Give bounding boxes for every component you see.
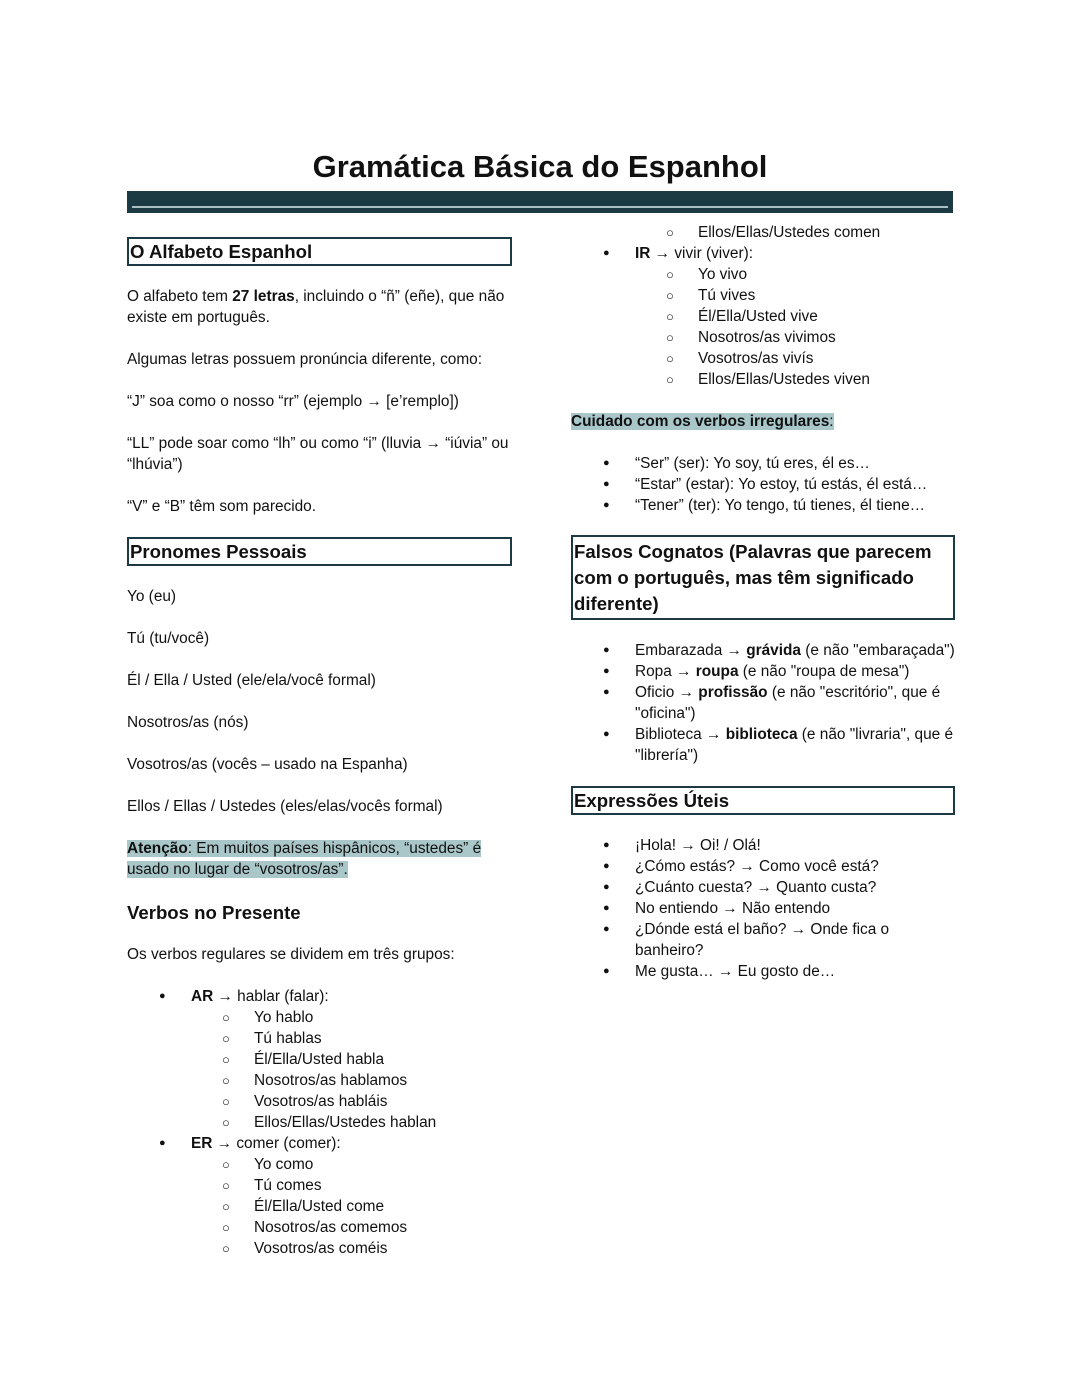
irregular-item: ● “Estar” (estar): Yo estoy, tú estás, él está… [571,474,955,495]
expressao-item: ● ¡Hola! → Oi! / Olá! [571,835,955,856]
conjugation-item: ○ Ellos/Ellas/Ustedes comen [571,222,955,243]
conjugation-item: ○ Yo como [127,1154,512,1175]
alfabeto-p1-rest: , incluindo o “ñ” (eñe), que não existe em português. [127,288,505,326]
alfabeto-paragraph-3: “J” soa como o nosso “rr” (ejemplo → [e’remplo]) [127,393,459,410]
expressao-item: ● ¿Cómo estás? → Como você está? [571,856,955,877]
alfabeto-p1-bold: 27 letras [232,288,295,305]
conjugation-item: ○ Tú comes [127,1175,512,1196]
verb-group-ir [571,243,955,264]
section-heading-alfabeto: O Alfabeto Espanhol [127,237,512,266]
conjugation-item: ○ Yo hablo [127,1007,512,1028]
conjugation-item: ○ Él/Ella/Usted come [127,1196,512,1217]
alfabeto-paragraph-1 [127,286,512,328]
pronome-item: Nosotros/as (nós) [127,714,249,731]
irregulares-label: Cuidado com os verbos irregulares [571,413,830,430]
er-forms-continued [571,222,955,243]
irregulares-colon: : [829,413,834,430]
falso-note: (e não "roupa de mesa") [738,663,910,680]
alfabeto-paragraph-5: “V” e “B” têm som parecido. [127,498,317,515]
atencao-label: Atenção [127,840,188,857]
page-title: Gramática Básica do Espanhol [312,149,768,184]
verb-group-ir-text: → vivir (viver): [650,245,754,262]
atencao-note [127,838,512,880]
verbos-list [0,986,512,1007]
conjugation-item: ○ Yo vivo [571,264,955,285]
falso-note: (e não "escritório", que é "oficina") [635,684,941,722]
verbos-list-ir [571,243,955,264]
falsos-list [571,640,955,766]
conjugation-item: ○ Ellos/Ellas/Ustedes viven [571,369,955,390]
section-heading-pronomes: Pronomes Pessoais [127,537,512,566]
conjugation-item: ○ Nosotros/as vivimos [571,327,955,348]
pronomes-list [127,586,512,817]
falso-word: Biblioteca → [635,726,726,743]
expressoes-list [571,835,955,982]
ar-forms [127,1007,512,1133]
falso-meaning: grávida [746,642,801,659]
alfabeto-p1-text: O alfabeto tem [127,288,233,305]
pronome-item: Ellos / Ellas / Ustedes (eles/elas/vocês formal) [127,798,443,815]
pronome-item: Vosotros/as (vocês – usado na Espanha) [127,756,408,773]
conjugation-item: ○ Tú hablas [127,1028,512,1049]
alfabeto-paragraph-2: Algumas letras possuem pronúncia diferente, como: [127,351,483,368]
conjugation-item: ○ Él/Ella/Usted vive [571,306,955,327]
section-heading-falsos-cognatos: Falsos Cognatos (Palavras que parecem com o português, mas têm significado diferente) [571,535,955,620]
irregulares-list [571,453,955,516]
expressao-item: ● ¿Dónde está el baño? → Onde fica o banheiro? [571,919,955,961]
falso-item [571,682,955,724]
verb-group-ar-label: AR [191,988,214,1005]
alfabeto-paragraph-4: “LL” pode soar como “lh” ou como “i” (lluvia → “iúvia” ou “lhúvia”) [127,435,509,473]
title-divider [127,191,953,213]
pronome-item: Yo (eu) [127,588,177,605]
expressao-item: ● No entiendo → Não entendo [571,898,955,919]
conjugation-item: ○ Nosotros/as hablamos [127,1070,512,1091]
falso-item [571,640,955,661]
falso-note: (e não "livraria", que é "librería") [635,726,954,764]
conjugation-item: ○ Vosotros/as vivís [571,348,955,369]
falso-item [571,661,955,682]
conjugation-item: ○ Tú vives [571,285,955,306]
pronome-item: Él / Ella / Usted (ele/ela/você formal) [127,672,376,689]
verb-group-er [127,1133,512,1154]
falso-meaning: biblioteca [725,726,798,743]
falso-note: (e não "embaraçada") [800,642,955,659]
verb-group-er-text: → comer (comer): [212,1135,341,1152]
atencao-text: : Em muitos países hispânicos, “ustedes” é usado no lugar de “vosotros/as”. [127,840,482,878]
er-forms [127,1154,512,1259]
verb-group-er-label: ER [191,1135,213,1152]
verbos-intro: Os verbos regulares se dividem em três grupos: [127,946,455,963]
left-column [127,237,512,1259]
ir-forms [571,264,955,390]
conjugation-item: ○ Vosotros/as habláis [127,1091,512,1112]
irregular-item: ● “Tener” (ter): Yo tengo, tú tienes, él tiene… [571,495,955,516]
expressao-item: ● Me gusta… → Eu gosto de… [571,961,955,982]
falso-meaning: profissão [698,684,768,701]
verb-group-ar-text: → hablar (falar): [213,988,329,1005]
conjugation-item: ○ Nosotros/as comemos [127,1217,512,1238]
falso-word: Oficio → [635,684,699,701]
irregulares-heading [571,411,955,432]
conjugation-item: ○ Él/Ella/Usted habla [127,1049,512,1070]
conjugation-item: ○ Ellos/Ellas/Ustedes hablan [127,1112,512,1133]
verbos-list-er [127,1133,512,1154]
irregular-item: ● “Ser” (ser): Yo soy, tú eres, él es… [571,453,955,474]
falso-meaning: roupa [695,663,739,680]
pronome-item: Tú (tu/você) [127,630,210,647]
section-heading-verbos: Verbos no Presente [127,902,301,923]
falso-item [571,724,955,766]
expressao-item: ● ¿Cuánto cuesta? → Quanto custa? [571,877,955,898]
falso-word: Embarazada → [635,642,747,659]
falso-word: Ropa → [635,663,696,680]
section-heading-expressoes: Expressões Úteis [571,786,955,815]
verb-group-ir-label: IR [635,245,651,262]
verb-group-ar [127,986,512,1007]
right-column [571,222,955,982]
conjugation-item: ○ Vosotros/as coméis [127,1238,512,1259]
